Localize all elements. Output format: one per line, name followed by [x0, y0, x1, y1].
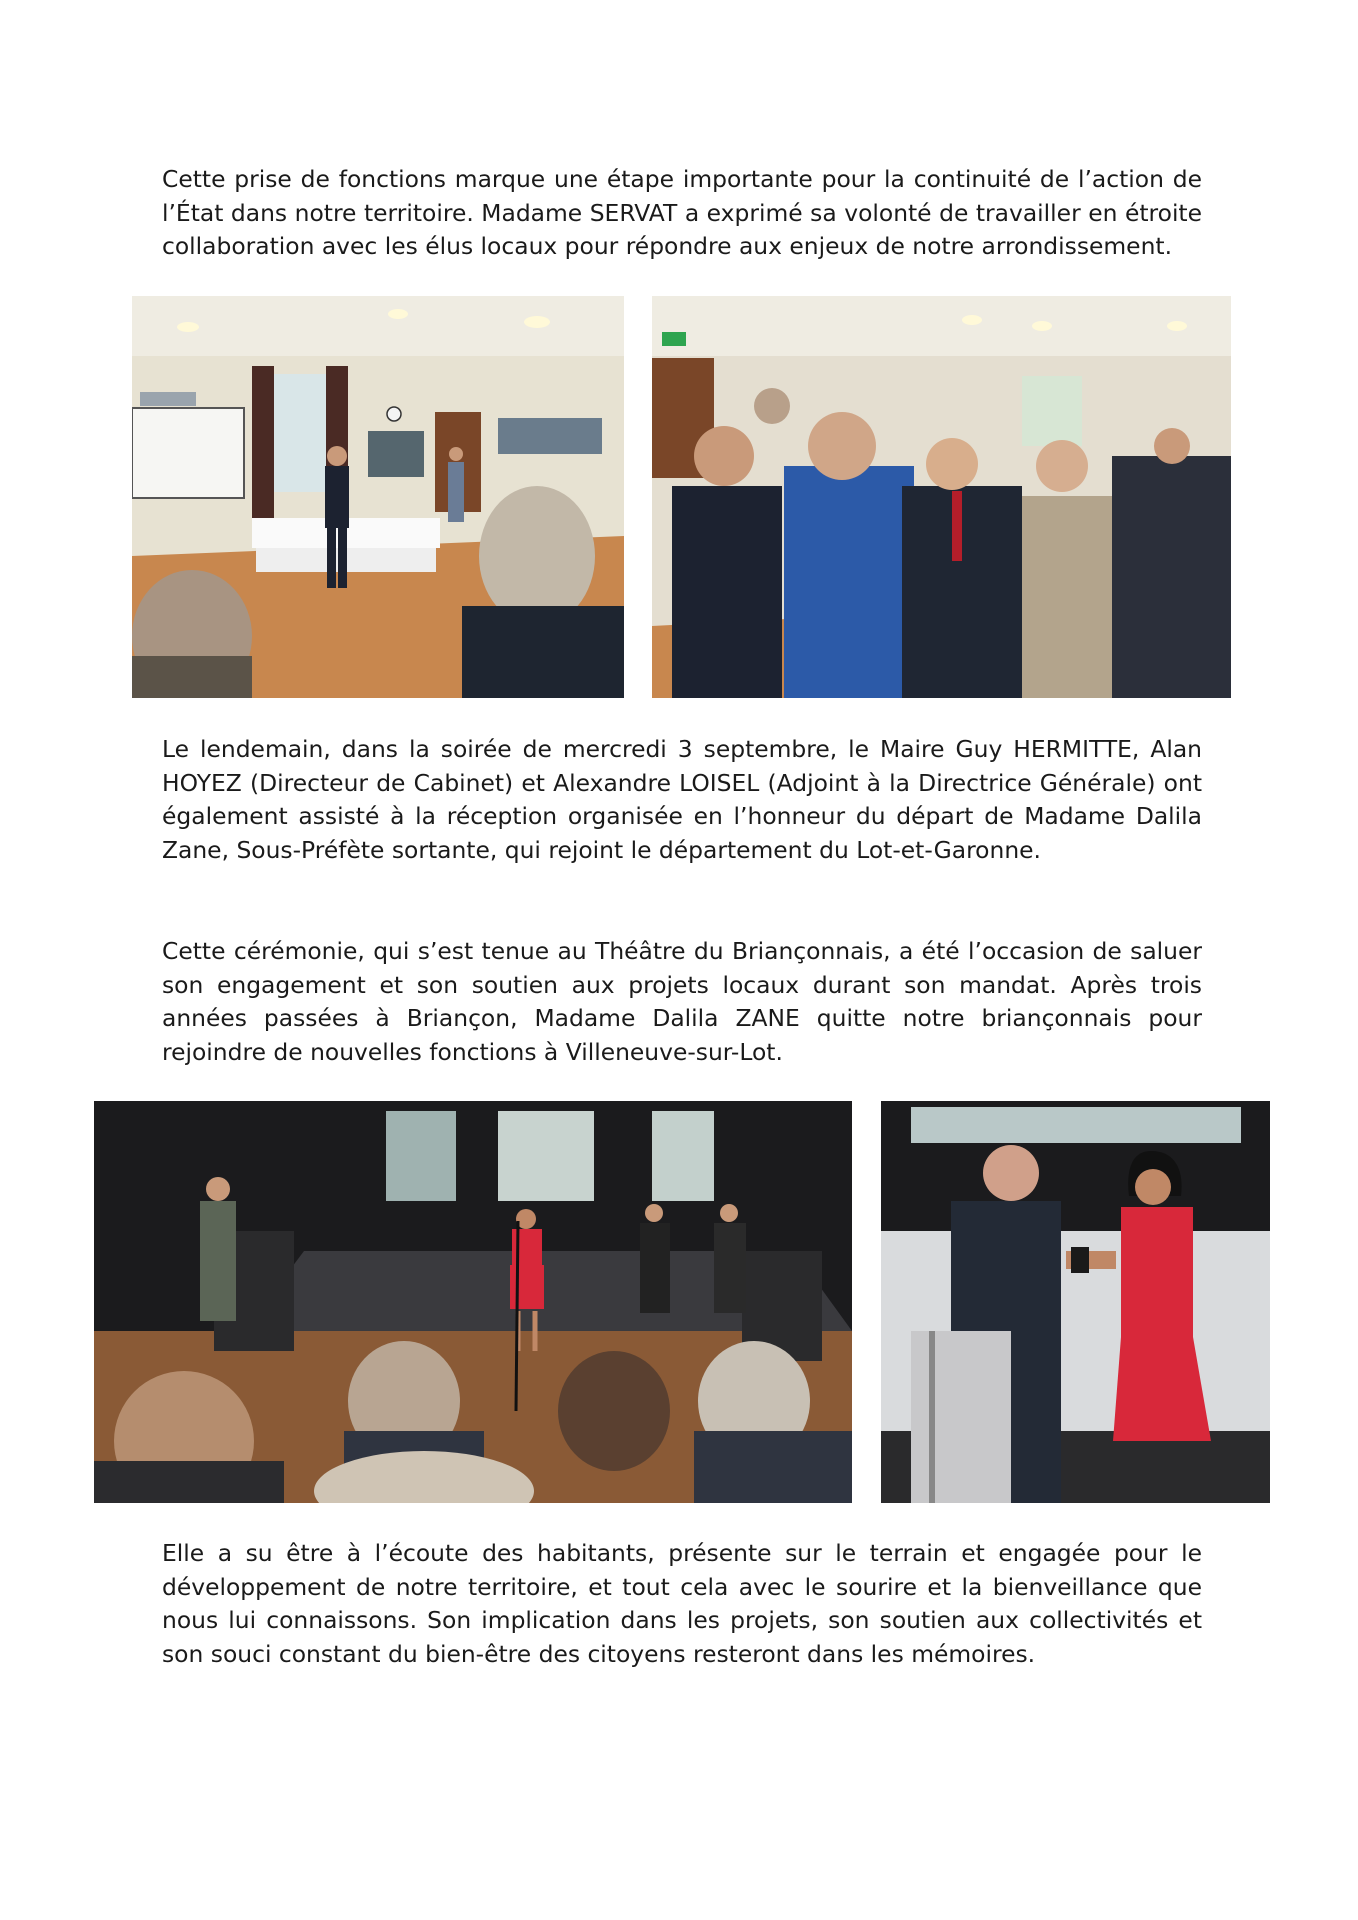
photo-theatre-speech [94, 1101, 852, 1503]
paragraph-tribute: Elle a su être à l’écoute des habitants, présente sur le terrain et engagée pour le développement de notre territoire, et tout cela avec le sourire et la bienveillance que nous lui connaissons. Son implication dans les projets, son soutien aux collectivités et son souci constant du bien-être des citoyens resteront dans les mémoires. [162, 1539, 1202, 1668]
photo-reception-crowd [652, 296, 1231, 698]
photo-reception-speech [132, 296, 624, 698]
paragraph-ceremony: Cette cérémonie, qui s’est tenue au Théâtre du Briançonnais, a été l’occasion de saluer son engagement et son soutien aux projets locaux durant son mandat. Après trois années passées à Briançon, Madame Dalila ZANE quitte notre briançonnais pour rejoindre de nouvelles fonctions à Villeneuve-sur-Lot. [162, 937, 1202, 1066]
paragraph-intro: Cette prise de fonctions marque une étape importante pour la continuité de l’action de l’État dans notre territoire. Madame SERVAT a exprimé sa volonté de travailler en étroite collaboration avec les élus locaux pour répondre aux enjeux de notre arrondissement. [162, 165, 1202, 261]
paragraph-departure-reception: Le lendemain, dans la soirée de mercredi 3 septembre, le Maire Guy HERMITTE, Alan HOYEZ (Directeur de Cabinet) et Alexandre LOISEL (Adjoint à la Directrice Générale) ont également assisté à la réception organisée en l’honneur du départ de Madame Dalila Zane, Sous-Préfète sortante, qui rejoint le département du Lot-et-Garonne. [162, 735, 1202, 864]
photo-medal-handover [881, 1101, 1270, 1503]
